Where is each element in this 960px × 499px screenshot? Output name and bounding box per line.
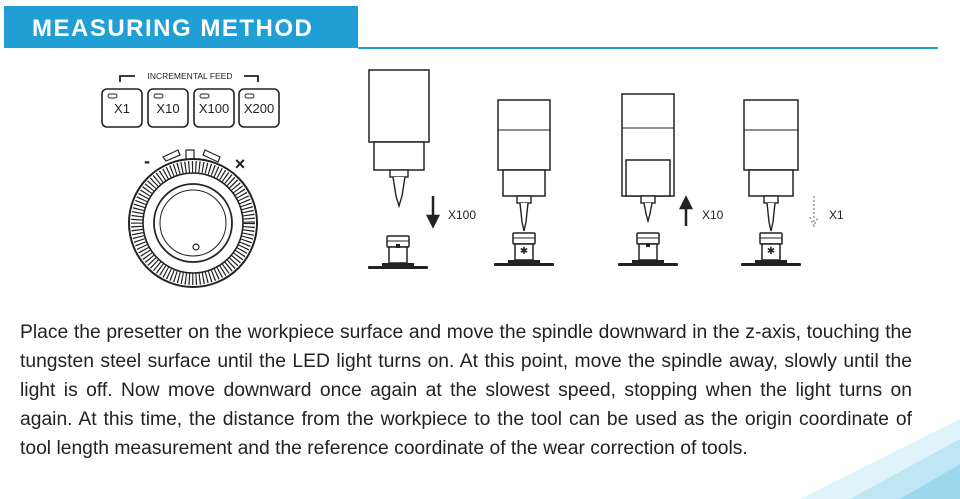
tool-station-2 [494,100,554,266]
instruction-paragraph: Place the presetter on the workpiece surface and move the spindle downward in the z-axis, touching the tungsten steel surface until the LED light turns on. At this point, move the spindle away, slowly until the light is off. Now move downward once again at the slowest speed, stopping when the light turns on again. At this time, the distance from the workpiece to the tool can be used as the origin coordinate of tool length measurement and the reference coordinate of the wear correction of tools. [20,322,912,459]
led-indicator-icon [108,94,117,98]
feed-button-x100[interactable] [194,89,234,127]
feed-button-label: X100 [198,101,230,116]
tool-bit [644,203,652,221]
step-label: X1 [829,208,844,222]
feed-button-x10[interactable] [148,89,188,127]
page-title: MEASURING METHOD [32,15,314,42]
feed-button-label: X10 [156,101,180,116]
spindle-body [498,100,550,170]
handwheel[interactable] [129,150,257,287]
arrow-up-icon [681,198,691,226]
tool-station-1 [368,70,476,269]
dial-left-arrow-icon [163,150,180,161]
step-label: X10 [702,208,724,222]
spindle-body [369,70,429,142]
feed-button-label: X1 [114,101,130,116]
spindle-body [744,100,798,170]
corner-decoration [780,419,960,499]
led-on-icon: ✱ [766,246,776,257]
led-indicator-icon [200,94,209,98]
led-on-icon: ✱ [519,246,529,257]
feed-button-x1[interactable] [102,89,142,127]
dashed-arrow-down-icon [810,196,818,226]
presetter [368,236,428,269]
led-indicator-icon [154,94,163,98]
feed-group-label: INCREMENTAL FEED [147,71,233,81]
arrow-down-icon [428,196,438,226]
presetter [618,233,678,266]
dial-knob [154,184,232,262]
dial-minus-label: - [144,151,150,171]
feed-button-label: X200 [243,101,275,116]
incremental-feed-panel [102,71,279,127]
tool-station-3 [618,94,724,266]
step-label: X100 [448,208,477,222]
measuring-illustration [0,55,960,305]
feed-button-x200[interactable] [239,89,279,127]
tool-station-4 [741,100,844,266]
tool-bit [393,177,405,206]
dial-plus-label: × [234,154,246,174]
led-indicator-icon [245,94,254,98]
tool-bit [767,203,775,231]
header-divider [358,47,938,49]
tool-bit [520,203,528,231]
